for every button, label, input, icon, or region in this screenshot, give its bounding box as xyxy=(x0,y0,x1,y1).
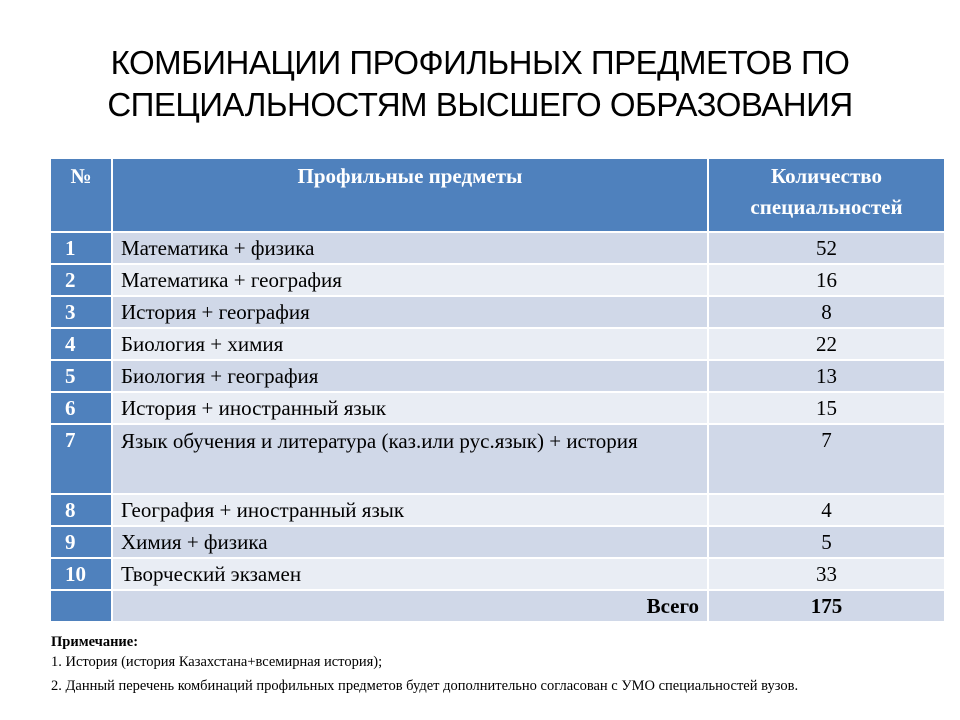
page-title xyxy=(0,42,960,126)
table-row xyxy=(50,392,945,424)
combinations-table xyxy=(49,157,946,623)
table-row xyxy=(50,526,945,558)
row-count: 13 xyxy=(708,360,945,392)
header-count-line-1: Количество xyxy=(770,164,883,188)
row-count: 52 xyxy=(708,232,945,264)
notes-heading: Примечание: xyxy=(51,634,139,650)
row-number: 10 xyxy=(50,558,112,590)
row-count: 22 xyxy=(708,328,945,360)
table-row xyxy=(50,424,945,494)
row-subjects: Биология + химия xyxy=(112,328,708,360)
note-item: 2. Данный перечень комбинаций профильных предметов будет дополнительно согласован с УМО специальностей вузов. xyxy=(51,678,799,694)
table-row xyxy=(50,232,945,264)
row-count: 33 xyxy=(708,558,945,590)
row-subjects: География + иностранный язык xyxy=(112,494,708,526)
row-number: 9 xyxy=(50,526,112,558)
title-line-2: СПЕЦИАЛЬНОСТЯМ ВЫСШЕГО ОБРАЗОВАНИЯ xyxy=(107,86,853,123)
row-subjects: Творческий экзамен xyxy=(112,558,708,590)
table-row xyxy=(50,494,945,526)
row-subjects: Биология + география xyxy=(112,360,708,392)
row-count: 5 xyxy=(708,526,945,558)
header-count xyxy=(708,158,945,232)
total-number-cell xyxy=(50,590,112,622)
header-num: № xyxy=(50,158,112,232)
header-subjects: Профильные предметы xyxy=(112,158,708,232)
row-number: 4 xyxy=(50,328,112,360)
row-number: 5 xyxy=(50,360,112,392)
row-subjects: Химия + физика xyxy=(112,526,708,558)
row-subjects: Математика + география xyxy=(112,264,708,296)
table-row xyxy=(50,328,945,360)
row-subjects: Язык обучения и литература (каз.или рус.язык) + история xyxy=(112,424,708,494)
total-label: Всего xyxy=(112,590,708,622)
table-row xyxy=(50,296,945,328)
row-count: 8 xyxy=(708,296,945,328)
table-row xyxy=(50,360,945,392)
row-number: 8 xyxy=(50,494,112,526)
row-subjects: История + география xyxy=(112,296,708,328)
note-item: 1. История (история Казахстана+всемирная история); xyxy=(51,654,383,670)
row-number: 2 xyxy=(50,264,112,296)
total-count: 175 xyxy=(708,590,945,622)
table-header-row xyxy=(50,158,945,232)
row-count: 16 xyxy=(708,264,945,296)
total-row xyxy=(50,590,945,622)
table-row xyxy=(50,264,945,296)
row-number: 1 xyxy=(50,232,112,264)
table-row xyxy=(50,558,945,590)
row-count: 15 xyxy=(708,392,945,424)
header-count-line-2: специальностей xyxy=(750,195,903,219)
row-number: 6 xyxy=(50,392,112,424)
row-number: 7 xyxy=(50,424,112,494)
row-subjects: Математика + физика xyxy=(112,232,708,264)
title-line-1: КОМБИНАЦИИ ПРОФИЛЬНЫХ ПРЕДМЕТОВ ПО xyxy=(110,44,850,81)
row-number: 3 xyxy=(50,296,112,328)
row-subjects: История + иностранный язык xyxy=(112,392,708,424)
row-count: 7 xyxy=(708,424,945,494)
notes xyxy=(51,634,798,698)
row-count: 4 xyxy=(708,494,945,526)
